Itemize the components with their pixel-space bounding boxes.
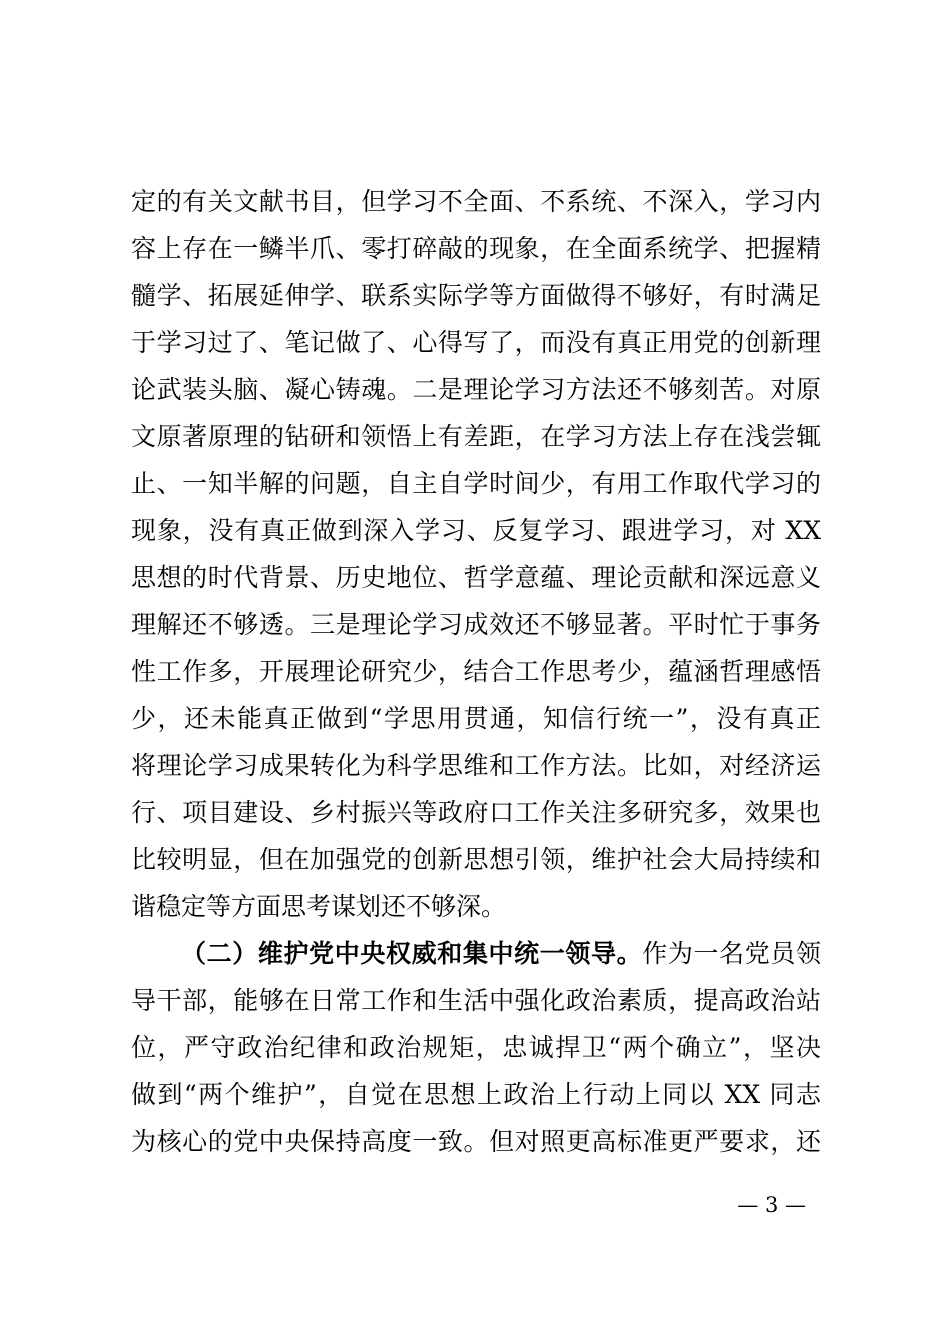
paragraph-2-line: 做到“两个维护”，自觉在思想上政治上行动上同以 XX 同志 [131, 1080, 821, 1109]
paragraph-1-line: 容上存在一鳞半爪、零打碎敲的现象，在全面系统学、把握精 [131, 234, 821, 263]
paragraph-2-line: 位，严守政治纪律和政治规矩，忠诚捍卫“两个确立”，坚决 [131, 1033, 821, 1062]
paragraph-1-line: 止、一知半解的问题，自主自学时间少，有用工作取代学习的 [131, 469, 821, 498]
paragraph-1-line: 定的有关文献书目，但学习不全面、不系统、不深入，学习内 [131, 187, 821, 216]
paragraph-1-line: 思想的时代背景、历史地位、哲学意蕴、理论贡献和深远意义 [131, 563, 821, 592]
paragraph-1-line: 现象，没有真正做到深入学习、反复学习、跟进学习，对 XX [131, 516, 821, 545]
page-number: — 3 — [737, 1193, 806, 1217]
paragraph-2-first-line-text: 作为一名党员领 [642, 939, 821, 968]
paragraph-1-line: 行、项目建设、乡村振兴等政府口工作关注多研究多，效果也 [131, 798, 821, 827]
paragraph-1 [131, 178, 821, 930]
paragraph-1-line: 于学习过了、笔记做了、心得写了，而没有真正用党的创新理 [131, 328, 821, 357]
body-text [131, 178, 821, 1165]
paragraph-2-first-line [131, 930, 821, 977]
paragraph-1-line: 理解还不够透。三是理论学习成效还不够显著。平时忙于事务 [131, 610, 821, 639]
paragraph-1-line: 性工作多，开展理论研究少，结合工作思考少，蕴涵哲理感悟 [131, 657, 821, 686]
section-heading: （二）维护党中央权威和集中统一领导。 [181, 939, 643, 968]
paragraph-1-line: 文原著原理的钻研和领悟上有差距，在学习方法上存在浅尝辄 [131, 422, 821, 451]
paragraph-1-line: 谐稳定等方面思考谋划还不够深。 [131, 892, 507, 921]
paragraph-1-line: 比较明显，但在加强党的创新思想引领，维护社会大局持续和 [131, 845, 821, 874]
paragraph-1-line: 论武装头脑、凝心铸魂。二是理论学习方法还不够刻苦。对原 [131, 375, 821, 404]
paragraph-1-line: 少，还未能真正做到“学思用贯通，知信行统一”，没有真正 [131, 704, 821, 733]
paragraph-2 [131, 930, 821, 1165]
paragraph-1-line: 髓学、拓展延伸学、联系实际学等方面做得不够好，有时满足 [131, 281, 821, 310]
paragraph-2-line: 为核心的党中央保持高度一致。但对照更高标准更严要求，还 [131, 1127, 821, 1156]
paragraph-2-line: 导干部，能够在日常工作和生活中强化政治素质，提高政治站 [131, 986, 821, 1015]
paragraph-1-line: 将理论学习成果转化为科学思维和工作方法。比如，对经济运 [131, 751, 821, 780]
